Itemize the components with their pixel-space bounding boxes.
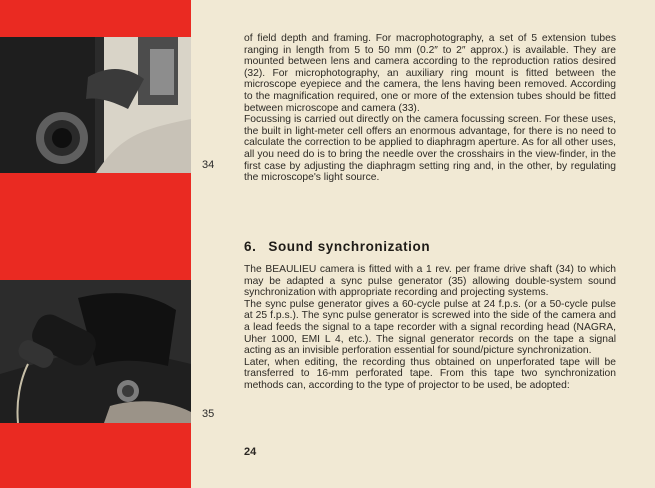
section-heading: [244, 239, 430, 254]
text-block-2: [244, 264, 616, 392]
camera-photo-illustration: [0, 37, 191, 173]
paragraph-focussing: Focussing is carried out directly on the camera focussing screen. For these uses, the built in light-meter cell offers an enormous advantage, for there is no need to calculate the correction to be applied to diaphragm aperture. As for all other uses, all you need do is to bring the needle over the crosshairs in the view-finder, in the first case by adjusting the diaphragm setting ring and, in the other, by regulating the microscope's light source.: [244, 114, 616, 184]
page-number: 24: [244, 446, 257, 458]
photo-camera-drive-shaft: [0, 37, 191, 173]
generator-photo-illustration: [0, 280, 191, 423]
paragraph-camera-fitted: The BEAULIEU camera is fitted with a 1 rev. per frame drive shaft (34) to which may be adapted a sync pulse generator (35) allowing double-system sound synchronization with appropriate recording and projecting systems.: [244, 264, 616, 299]
paragraph-macro-micro: of field depth and framing. For macrophotography, a set of 5 extension tubes ranging in length from 5 to 50 mm (0.2″ to 2″ approx.) is available. They are mounted between lens and camera according to the reproduction ratios desired (32). For microphotography, an auxiliary ring mount is fitted between the microscope eyepiece and the camera, the lens having been removed. According to the magnification required, one or more of the extension tubes should be fitted between microscope and camera (33).: [244, 33, 616, 114]
text-block-1: [244, 33, 616, 184]
figure-number-34: 34: [202, 159, 215, 171]
photo-sync-pulse-generator: [0, 280, 191, 423]
section-number: 6.: [244, 239, 257, 254]
paragraph-editing: Later, when editing, the recording thus obtained on unperforated tape will be transferred to 16-mm perforated tape. From this tape two synchronization methods can, according to the type of projector to be used, be adopted:: [244, 356, 616, 391]
figure-number-35: 35: [202, 408, 215, 420]
section-title: Sound synchronization: [268, 239, 431, 254]
paragraph-sync-pulse: The sync pulse generator gives a 60-cycle pulse at 24 f.p.s. (or a 50-cycle pulse at 25 f.p.s.). The sync pulse generator is screwed into the side of the camera and a lead feeds the signal to a tape recorder with a signal recording head (NAGRA, Uher 1000, EMI L 4, etc.). The signal generator records on the tape a signal acting as an invisible perforation essential for sound/picture synchronization.: [244, 298, 616, 357]
